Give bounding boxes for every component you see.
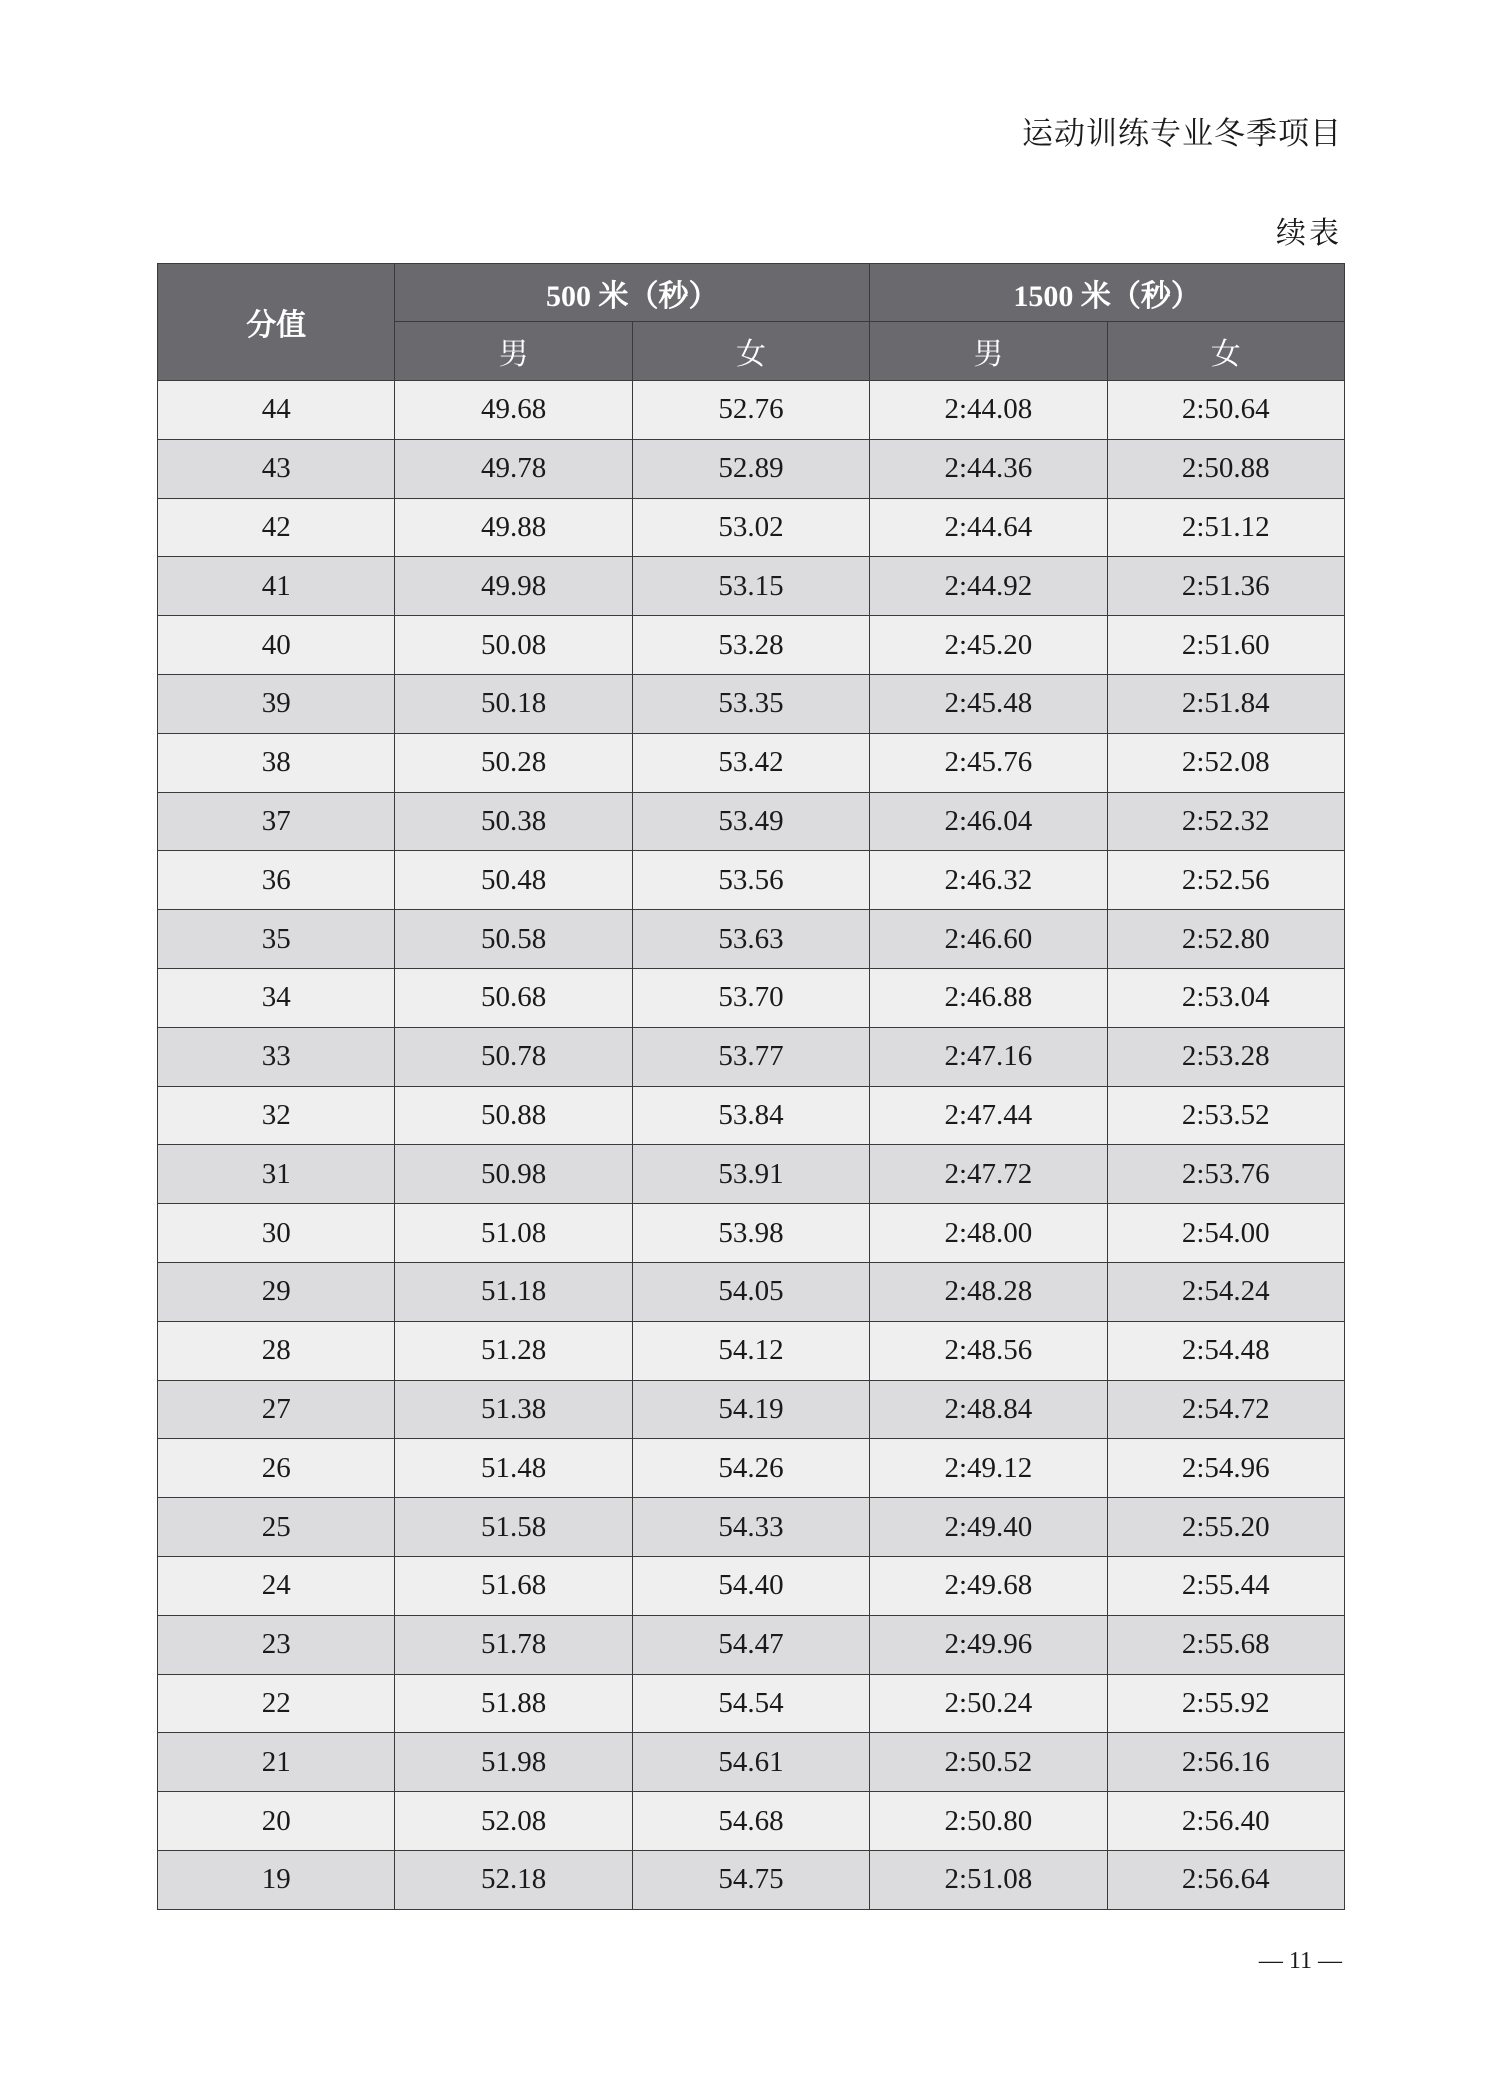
table-row bbox=[158, 1792, 1345, 1851]
time-1500m-male-cell: 2:45.48 bbox=[870, 674, 1107, 733]
time-500m-female-cell: 54.54 bbox=[632, 1674, 869, 1733]
time-1500m-female-cell: 2:54.24 bbox=[1107, 1262, 1344, 1321]
table-row bbox=[158, 498, 1345, 557]
header-row-groups bbox=[158, 264, 1345, 322]
time-1500m-female-cell: 2:54.00 bbox=[1107, 1204, 1344, 1263]
time-500m-male-cell: 51.18 bbox=[395, 1262, 632, 1321]
score-cell: 42 bbox=[158, 498, 395, 557]
table-row bbox=[158, 381, 1345, 440]
time-500m-male-cell: 51.58 bbox=[395, 1498, 632, 1557]
table-row bbox=[158, 1556, 1345, 1615]
score-cell: 39 bbox=[158, 674, 395, 733]
time-1500m-male-cell: 2:49.12 bbox=[870, 1439, 1107, 1498]
running-header: 运动训练专业冬季项目 bbox=[1022, 116, 1342, 151]
continued-label: 续表 bbox=[1276, 217, 1342, 250]
time-500m-female-cell: 54.61 bbox=[632, 1733, 869, 1792]
score-cell: 33 bbox=[158, 1027, 395, 1086]
time-500m-female-cell: 54.26 bbox=[632, 1439, 869, 1498]
time-1500m-female-cell: 2:54.96 bbox=[1107, 1439, 1344, 1498]
time-1500m-male-cell: 2:50.52 bbox=[870, 1733, 1107, 1792]
table-row bbox=[158, 851, 1345, 910]
time-500m-male-cell: 49.88 bbox=[395, 498, 632, 557]
table-row bbox=[158, 1733, 1345, 1792]
page-number: — 11 — bbox=[1258, 1948, 1342, 1974]
time-1500m-female-cell: 2:52.80 bbox=[1107, 910, 1344, 969]
time-500m-female-cell: 53.84 bbox=[632, 1086, 869, 1145]
time-1500m-male-cell: 2:47.16 bbox=[870, 1027, 1107, 1086]
time-500m-female-cell: 53.28 bbox=[632, 616, 869, 675]
time-500m-female-cell: 53.91 bbox=[632, 1145, 869, 1204]
table-row bbox=[158, 1321, 1345, 1380]
time-1500m-female-cell: 2:53.76 bbox=[1107, 1145, 1344, 1204]
time-1500m-male-cell: 2:50.80 bbox=[870, 1792, 1107, 1851]
time-500m-female-cell: 54.05 bbox=[632, 1262, 869, 1321]
score-cell: 21 bbox=[158, 1733, 395, 1792]
time-1500m-female-cell: 2:53.04 bbox=[1107, 968, 1344, 1027]
time-500m-male-cell: 50.58 bbox=[395, 910, 632, 969]
table-row bbox=[158, 439, 1345, 498]
time-500m-male-cell: 50.68 bbox=[395, 968, 632, 1027]
score-cell: 28 bbox=[158, 1321, 395, 1380]
time-500m-male-cell: 52.18 bbox=[395, 1850, 632, 1909]
group-header-500m: 500 米（秒） bbox=[395, 264, 870, 322]
time-1500m-male-cell: 2:45.76 bbox=[870, 733, 1107, 792]
time-1500m-male-cell: 2:46.88 bbox=[870, 968, 1107, 1027]
table-row bbox=[158, 1439, 1345, 1498]
time-1500m-female-cell: 2:55.68 bbox=[1107, 1615, 1344, 1674]
time-500m-female-cell: 54.47 bbox=[632, 1615, 869, 1674]
time-1500m-male-cell: 2:51.08 bbox=[870, 1850, 1107, 1909]
score-cell: 35 bbox=[158, 910, 395, 969]
subheader-1500m-male: 男 bbox=[870, 322, 1107, 381]
time-500m-male-cell: 49.78 bbox=[395, 439, 632, 498]
time-1500m-female-cell: 2:52.56 bbox=[1107, 851, 1344, 910]
time-1500m-male-cell: 2:49.68 bbox=[870, 1556, 1107, 1615]
table-row bbox=[158, 1674, 1345, 1733]
time-1500m-male-cell: 2:47.44 bbox=[870, 1086, 1107, 1145]
table-row bbox=[158, 1027, 1345, 1086]
time-500m-female-cell: 53.15 bbox=[632, 557, 869, 616]
time-500m-male-cell: 52.08 bbox=[395, 1792, 632, 1851]
time-500m-female-cell: 53.70 bbox=[632, 968, 869, 1027]
score-cell: 26 bbox=[158, 1439, 395, 1498]
time-500m-male-cell: 50.98 bbox=[395, 1145, 632, 1204]
time-500m-male-cell: 51.98 bbox=[395, 1733, 632, 1792]
time-500m-male-cell: 50.48 bbox=[395, 851, 632, 910]
time-1500m-male-cell: 2:44.64 bbox=[870, 498, 1107, 557]
score-table bbox=[157, 263, 1345, 1910]
time-1500m-male-cell: 2:44.36 bbox=[870, 439, 1107, 498]
time-1500m-female-cell: 2:55.92 bbox=[1107, 1674, 1344, 1733]
time-500m-female-cell: 53.49 bbox=[632, 792, 869, 851]
score-cell: 19 bbox=[158, 1850, 395, 1909]
time-1500m-male-cell: 2:47.72 bbox=[870, 1145, 1107, 1204]
time-500m-male-cell: 50.38 bbox=[395, 792, 632, 851]
time-1500m-male-cell: 2:49.96 bbox=[870, 1615, 1107, 1674]
score-cell: 37 bbox=[158, 792, 395, 851]
table-row bbox=[158, 968, 1345, 1027]
time-1500m-male-cell: 2:46.04 bbox=[870, 792, 1107, 851]
time-1500m-male-cell: 2:48.28 bbox=[870, 1262, 1107, 1321]
table-row bbox=[158, 1615, 1345, 1674]
time-1500m-male-cell: 2:44.92 bbox=[870, 557, 1107, 616]
time-500m-male-cell: 49.98 bbox=[395, 557, 632, 616]
table-row bbox=[158, 1380, 1345, 1439]
time-500m-female-cell: 54.68 bbox=[632, 1792, 869, 1851]
time-1500m-female-cell: 2:50.64 bbox=[1107, 381, 1344, 440]
time-1500m-male-cell: 2:49.40 bbox=[870, 1498, 1107, 1557]
time-500m-male-cell: 50.08 bbox=[395, 616, 632, 675]
table-header bbox=[158, 264, 1345, 381]
time-1500m-female-cell: 2:51.36 bbox=[1107, 557, 1344, 616]
score-cell: 25 bbox=[158, 1498, 395, 1557]
time-500m-female-cell: 53.63 bbox=[632, 910, 869, 969]
score-cell: 27 bbox=[158, 1380, 395, 1439]
time-500m-male-cell: 50.78 bbox=[395, 1027, 632, 1086]
table-row bbox=[158, 1204, 1345, 1263]
time-1500m-female-cell: 2:54.48 bbox=[1107, 1321, 1344, 1380]
time-500m-male-cell: 51.88 bbox=[395, 1674, 632, 1733]
time-500m-male-cell: 50.18 bbox=[395, 674, 632, 733]
time-1500m-female-cell: 2:56.40 bbox=[1107, 1792, 1344, 1851]
table-row bbox=[158, 557, 1345, 616]
group-header-1500m: 1500 米（秒） bbox=[870, 264, 1345, 322]
table-row bbox=[158, 1086, 1345, 1145]
time-1500m-female-cell: 2:52.08 bbox=[1107, 733, 1344, 792]
time-500m-female-cell: 54.75 bbox=[632, 1850, 869, 1909]
time-500m-male-cell: 51.38 bbox=[395, 1380, 632, 1439]
score-cell: 38 bbox=[158, 733, 395, 792]
table-row bbox=[158, 910, 1345, 969]
time-1500m-female-cell: 2:51.12 bbox=[1107, 498, 1344, 557]
score-cell: 22 bbox=[158, 1674, 395, 1733]
time-500m-female-cell: 53.02 bbox=[632, 498, 869, 557]
score-cell: 44 bbox=[158, 381, 395, 440]
time-1500m-female-cell: 2:56.64 bbox=[1107, 1850, 1344, 1909]
score-cell: 29 bbox=[158, 1262, 395, 1321]
score-column-header: 分值 bbox=[158, 264, 395, 381]
time-1500m-female-cell: 2:52.32 bbox=[1107, 792, 1344, 851]
time-500m-male-cell: 50.28 bbox=[395, 733, 632, 792]
table-row bbox=[158, 1498, 1345, 1557]
time-1500m-male-cell: 2:46.32 bbox=[870, 851, 1107, 910]
score-cell: 30 bbox=[158, 1204, 395, 1263]
score-cell: 32 bbox=[158, 1086, 395, 1145]
table-row bbox=[158, 1145, 1345, 1204]
time-500m-female-cell: 53.77 bbox=[632, 1027, 869, 1086]
time-500m-female-cell: 53.98 bbox=[632, 1204, 869, 1263]
score-cell: 24 bbox=[158, 1556, 395, 1615]
subheader-1500m-female: 女 bbox=[1107, 322, 1344, 381]
time-500m-female-cell: 52.89 bbox=[632, 439, 869, 498]
time-1500m-female-cell: 2:51.60 bbox=[1107, 616, 1344, 675]
time-500m-female-cell: 54.19 bbox=[632, 1380, 869, 1439]
time-1500m-male-cell: 2:48.84 bbox=[870, 1380, 1107, 1439]
time-1500m-female-cell: 2:55.44 bbox=[1107, 1556, 1344, 1615]
time-500m-male-cell: 49.68 bbox=[395, 381, 632, 440]
table-row bbox=[158, 674, 1345, 733]
time-1500m-male-cell: 2:46.60 bbox=[870, 910, 1107, 969]
time-500m-male-cell: 51.78 bbox=[395, 1615, 632, 1674]
time-500m-female-cell: 52.76 bbox=[632, 381, 869, 440]
table-row bbox=[158, 792, 1345, 851]
score-cell: 41 bbox=[158, 557, 395, 616]
time-500m-female-cell: 53.35 bbox=[632, 674, 869, 733]
time-500m-female-cell: 54.12 bbox=[632, 1321, 869, 1380]
table-row bbox=[158, 733, 1345, 792]
time-1500m-male-cell: 2:44.08 bbox=[870, 381, 1107, 440]
table-row bbox=[158, 616, 1345, 675]
time-1500m-female-cell: 2:56.16 bbox=[1107, 1733, 1344, 1792]
time-1500m-male-cell: 2:48.56 bbox=[870, 1321, 1107, 1380]
time-500m-male-cell: 51.08 bbox=[395, 1204, 632, 1263]
time-1500m-female-cell: 2:51.84 bbox=[1107, 674, 1344, 733]
time-1500m-female-cell: 2:53.52 bbox=[1107, 1086, 1344, 1145]
time-500m-female-cell: 53.42 bbox=[632, 733, 869, 792]
time-500m-male-cell: 51.68 bbox=[395, 1556, 632, 1615]
time-1500m-male-cell: 2:48.00 bbox=[870, 1204, 1107, 1263]
time-500m-male-cell: 51.48 bbox=[395, 1439, 632, 1498]
time-500m-male-cell: 51.28 bbox=[395, 1321, 632, 1380]
time-1500m-female-cell: 2:53.28 bbox=[1107, 1027, 1344, 1086]
time-500m-female-cell: 54.33 bbox=[632, 1498, 869, 1557]
time-500m-female-cell: 54.40 bbox=[632, 1556, 869, 1615]
score-cell: 40 bbox=[158, 616, 395, 675]
time-1500m-male-cell: 2:50.24 bbox=[870, 1674, 1107, 1733]
time-1500m-female-cell: 2:50.88 bbox=[1107, 439, 1344, 498]
score-cell: 23 bbox=[158, 1615, 395, 1674]
time-1500m-female-cell: 2:54.72 bbox=[1107, 1380, 1344, 1439]
subheader-500m-male: 男 bbox=[395, 322, 632, 381]
table-body bbox=[158, 381, 1345, 1910]
score-cell: 43 bbox=[158, 439, 395, 498]
time-500m-female-cell: 53.56 bbox=[632, 851, 869, 910]
time-1500m-male-cell: 2:45.20 bbox=[870, 616, 1107, 675]
time-1500m-female-cell: 2:55.20 bbox=[1107, 1498, 1344, 1557]
table-row bbox=[158, 1262, 1345, 1321]
subheader-500m-female: 女 bbox=[632, 322, 869, 381]
time-500m-male-cell: 50.88 bbox=[395, 1086, 632, 1145]
score-cell: 31 bbox=[158, 1145, 395, 1204]
score-cell: 36 bbox=[158, 851, 395, 910]
score-cell: 34 bbox=[158, 968, 395, 1027]
score-cell: 20 bbox=[158, 1792, 395, 1851]
table-row bbox=[158, 1850, 1345, 1909]
